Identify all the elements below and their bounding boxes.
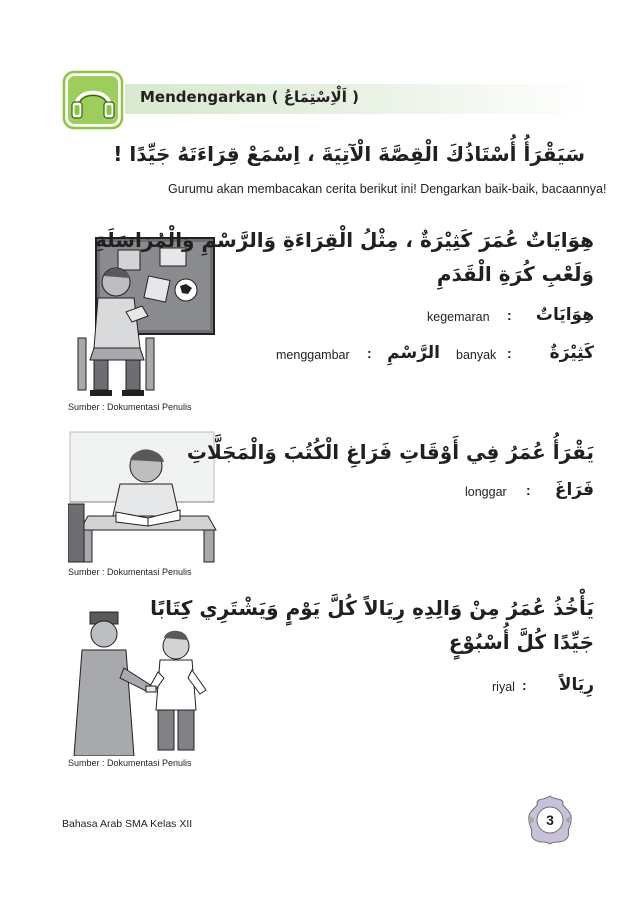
- vocab-colon: :: [507, 345, 512, 361]
- vocab-arabic: رِيَالاً: [558, 675, 594, 695]
- arabic-prompt: سَيَقْرَأُ أُسْتَاذُكَ الْقِصَّةَ الْآتِيَةَ ، اِسْمَعْ قِرَاءَتَهُ جَيِّدًا !: [113, 142, 585, 166]
- section-title-label: Mendengarkan (: [140, 88, 279, 106]
- section-3-text-line-2: جَيِّدًا كُلَّ أُسْبُوْعٍ: [448, 630, 594, 654]
- image-caption: Sumber : Dokumentasi Penulis: [68, 758, 192, 768]
- vocab-meaning: menggambar: [276, 348, 350, 362]
- book-title: Bahasa Arab SMA Kelas XII: [62, 818, 193, 830]
- section-1-text-line-2: وَلَعْبِ كُرَةِ الْقَدَمِ: [436, 262, 594, 286]
- headphones-icon: [62, 70, 124, 130]
- vocab-meaning: kegemaran: [427, 310, 490, 324]
- vocab-meaning: longgar: [465, 485, 507, 499]
- image-caption: Sumber : Dokumentasi Penulis: [68, 567, 192, 577]
- section-title-arabic: اَلْاِسْتِمَاعُ: [283, 88, 347, 106]
- vocab-colon: :: [507, 307, 512, 323]
- section-2-text-line-1: يَقْرَأُ عُمَرُ فِي أَوْقَاتِ فَرَاغِ الْكُتُبَ وَالْمَجَلَّاتِ: [186, 440, 594, 464]
- instruction-text: Gurumu akan membacakan cerita berikut ini! Dengarkan baik-baik, bacaannya!: [168, 182, 607, 196]
- vocab-colon: :: [367, 345, 372, 361]
- section-title-close: ): [352, 88, 359, 106]
- page-number: 3: [546, 812, 554, 828]
- vocab-meaning: riyal: [492, 680, 515, 694]
- illustration-boy-bulletin-board: [68, 230, 218, 400]
- section-title: [140, 88, 359, 106]
- vocab-colon: :: [526, 482, 531, 498]
- vocab-arabic: كَثِيْرَةٌ: [549, 343, 594, 363]
- illustration-father-giving-money: [68, 598, 218, 756]
- section-1-text-line-1: هِوَايَاتٌ عُمَرَ كَثِيْرَةٌ ، مِثْلُ الْقِرَاءَةِ وَالرَّسْمِ وَالْمُرَاسَلَةِ: [95, 228, 594, 252]
- vocab-meaning: banyak: [456, 348, 497, 362]
- vocab-arabic: فَرَاغَ: [554, 480, 594, 500]
- vocab-colon: :: [522, 677, 527, 693]
- vocab-arabic: الرَّسْمِ: [387, 343, 440, 363]
- vocab-arabic: هِوَايَاتٌ: [535, 305, 594, 325]
- image-caption: Sumber : Dokumentasi Penulis: [68, 402, 192, 412]
- section-3-text-line-1: يَأْخُذُ عُمَرُ مِنْ وَالِدِهِ رِيَالاً كُلَّ يَوْمٍ وَيَشْتَرِي كِتَابًا: [150, 596, 594, 620]
